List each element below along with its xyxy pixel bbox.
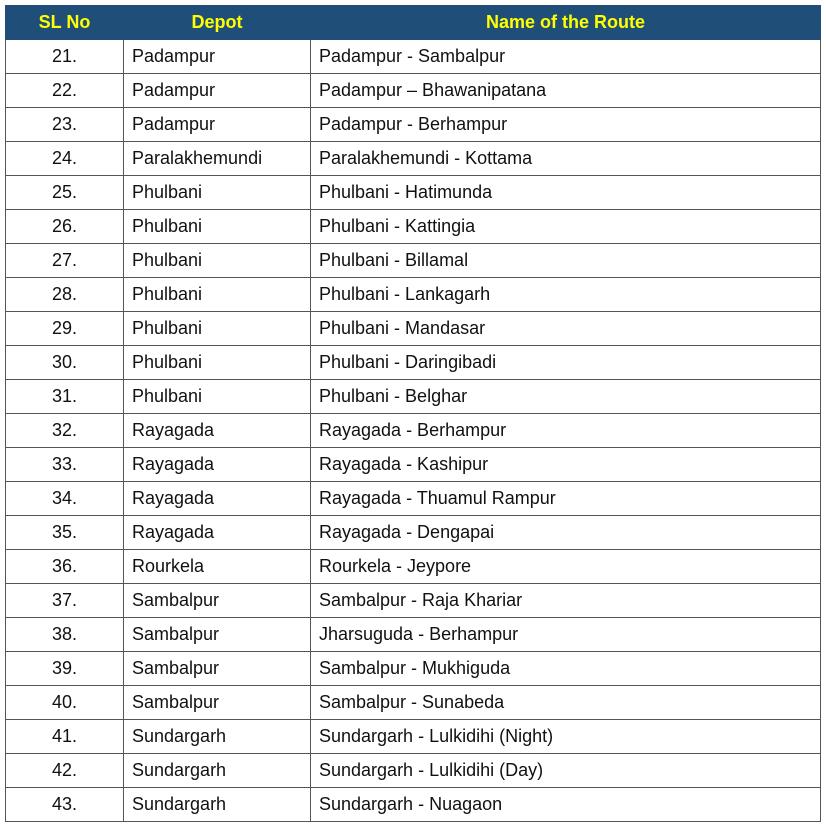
cell-depot: Rourkela	[124, 550, 311, 584]
cell-route-name: Rayagada - Thuamul Rampur	[311, 482, 821, 516]
cell-route-name: Phulbani - Hatimunda	[311, 176, 821, 210]
cell-sl-no: 29.	[6, 312, 124, 346]
table-row	[6, 108, 821, 142]
cell-sl-no: 34.	[6, 482, 124, 516]
cell-depot: Phulbani	[124, 176, 311, 210]
cell-depot: Sambalpur	[124, 652, 311, 686]
cell-route-name: Phulbani - Lankagarh	[311, 278, 821, 312]
cell-sl-no: 38.	[6, 618, 124, 652]
table-row	[6, 244, 821, 278]
cell-sl-no: 21.	[6, 40, 124, 74]
cell-depot: Phulbani	[124, 380, 311, 414]
table-row	[6, 788, 821, 822]
cell-sl-no: 42.	[6, 754, 124, 788]
cell-sl-no: 31.	[6, 380, 124, 414]
table-row	[6, 720, 821, 754]
cell-route-name: Phulbani - Billamal	[311, 244, 821, 278]
table-row	[6, 754, 821, 788]
route-table-container	[5, 5, 820, 822]
header-route-name: Name of the Route	[311, 6, 821, 40]
table-row	[6, 40, 821, 74]
cell-depot: Phulbani	[124, 210, 311, 244]
cell-route-name: Phulbani - Daringibadi	[311, 346, 821, 380]
cell-sl-no: 36.	[6, 550, 124, 584]
table-row	[6, 414, 821, 448]
cell-route-name: Phulbani - Kattingia	[311, 210, 821, 244]
cell-route-name: Phulbani - Mandasar	[311, 312, 821, 346]
cell-route-name: Rayagada - Dengapai	[311, 516, 821, 550]
table-row	[6, 686, 821, 720]
table-row	[6, 74, 821, 108]
cell-sl-no: 40.	[6, 686, 124, 720]
cell-route-name: Padampur – Bhawanipatana	[311, 74, 821, 108]
cell-route-name: Sundargarh - Lulkidihi (Day)	[311, 754, 821, 788]
table-row	[6, 176, 821, 210]
cell-route-name: Sambalpur - Mukhiguda	[311, 652, 821, 686]
cell-route-name: Rourkela - Jeypore	[311, 550, 821, 584]
cell-route-name: Sambalpur - Sunabeda	[311, 686, 821, 720]
cell-sl-no: 22.	[6, 74, 124, 108]
cell-depot: Padampur	[124, 74, 311, 108]
header-row	[6, 6, 821, 40]
cell-depot: Padampur	[124, 40, 311, 74]
cell-route-name: Padampur - Sambalpur	[311, 40, 821, 74]
cell-depot: Padampur	[124, 108, 311, 142]
cell-sl-no: 24.	[6, 142, 124, 176]
cell-sl-no: 39.	[6, 652, 124, 686]
table-row	[6, 584, 821, 618]
cell-sl-no: 37.	[6, 584, 124, 618]
cell-route-name: Paralakhemundi - Kottama	[311, 142, 821, 176]
cell-depot: Paralakhemundi	[124, 142, 311, 176]
cell-depot: Rayagada	[124, 516, 311, 550]
table-row	[6, 652, 821, 686]
table-row	[6, 618, 821, 652]
table-row	[6, 142, 821, 176]
cell-route-name: Sundargarh - Nuagaon	[311, 788, 821, 822]
route-table	[5, 5, 821, 822]
header-sl-no: SL No	[6, 6, 124, 40]
cell-depot: Sundargarh	[124, 788, 311, 822]
header-depot: Depot	[124, 6, 311, 40]
table-row	[6, 346, 821, 380]
cell-depot: Phulbani	[124, 278, 311, 312]
table-row	[6, 448, 821, 482]
cell-depot: Rayagada	[124, 414, 311, 448]
cell-route-name: Jharsuguda - Berhampur	[311, 618, 821, 652]
cell-depot: Phulbani	[124, 346, 311, 380]
cell-route-name: Rayagada - Berhampur	[311, 414, 821, 448]
cell-depot: Sambalpur	[124, 686, 311, 720]
table-row	[6, 550, 821, 584]
cell-route-name: Rayagada - Kashipur	[311, 448, 821, 482]
cell-depot: Phulbani	[124, 312, 311, 346]
cell-depot: Sambalpur	[124, 618, 311, 652]
cell-sl-no: 32.	[6, 414, 124, 448]
table-body	[6, 40, 821, 822]
cell-depot: Rayagada	[124, 448, 311, 482]
cell-sl-no: 26.	[6, 210, 124, 244]
cell-sl-no: 30.	[6, 346, 124, 380]
table-row	[6, 516, 821, 550]
cell-sl-no: 33.	[6, 448, 124, 482]
cell-sl-no: 28.	[6, 278, 124, 312]
cell-sl-no: 41.	[6, 720, 124, 754]
cell-depot: Sundargarh	[124, 754, 311, 788]
cell-depot: Rayagada	[124, 482, 311, 516]
table-row	[6, 312, 821, 346]
cell-sl-no: 43.	[6, 788, 124, 822]
cell-sl-no: 27.	[6, 244, 124, 278]
cell-depot: Phulbani	[124, 244, 311, 278]
cell-route-name: Sambalpur - Raja Khariar	[311, 584, 821, 618]
cell-sl-no: 23.	[6, 108, 124, 142]
table-row	[6, 482, 821, 516]
cell-sl-no: 35.	[6, 516, 124, 550]
table-row	[6, 210, 821, 244]
table-row	[6, 380, 821, 414]
cell-sl-no: 25.	[6, 176, 124, 210]
table-row	[6, 278, 821, 312]
cell-depot: Sambalpur	[124, 584, 311, 618]
cell-route-name: Phulbani - Belghar	[311, 380, 821, 414]
cell-route-name: Padampur - Berhampur	[311, 108, 821, 142]
cell-depot: Sundargarh	[124, 720, 311, 754]
cell-route-name: Sundargarh - Lulkidihi (Night)	[311, 720, 821, 754]
